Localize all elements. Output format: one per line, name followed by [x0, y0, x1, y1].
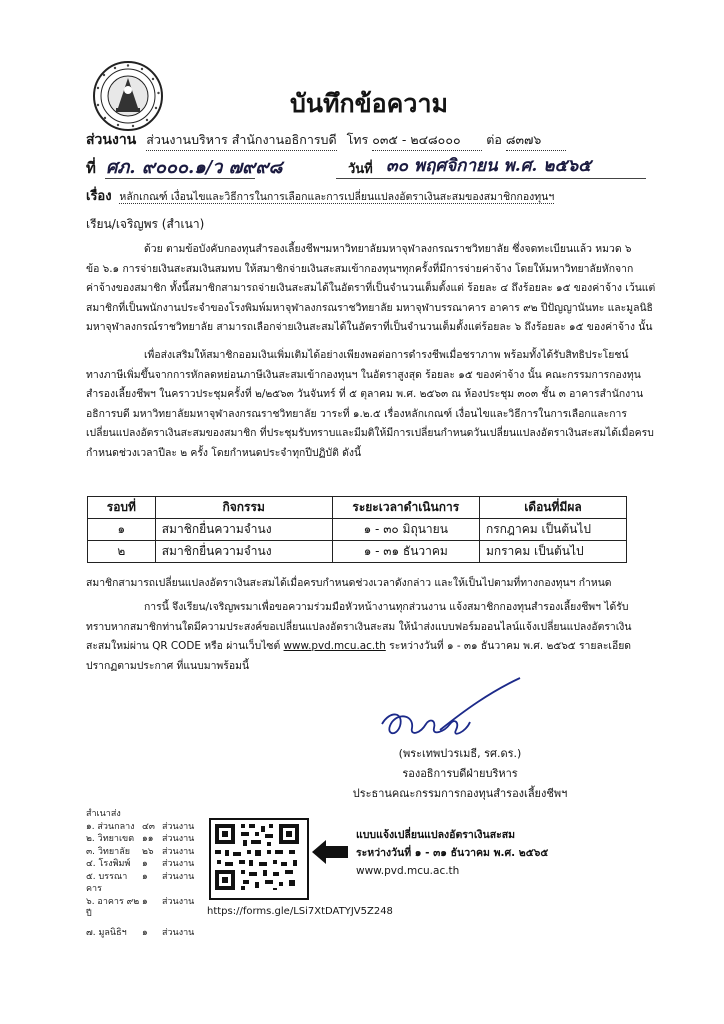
paragraph-text: ระหว่างวันที่ ๑ - ๓๑ ธันวาคม พ.ศ. ๒๕๖๕ รายละเอียด	[389, 640, 632, 653]
paragraph-line: ข้อ ๖.๑ การจ่ายเงินสะสมเงินสมทบ ให้สมาชิกจ่ายเงินสะสมเข้ากองทุนฯทุกครั้งที่มีการจ่ายค่าจ้าง โดยให้มหาวิทยาลัยหักจาก	[86, 262, 634, 275]
table-cell: ๑	[88, 519, 156, 541]
paragraph-line: ทางภาษีเพิ่มขึ้นจากการหักลดหย่อนภาษีเงินสะสมเข้ากองทุนฯ ในอัตราสูงสุด ร้อยละ ๑๕ ของค่าจ้าง นั้น คณะกรรมการกองทุน	[86, 368, 641, 381]
table-header: ระยะเวลาดำเนินการ	[332, 497, 479, 519]
table-row	[88, 541, 627, 563]
signatory-position: รองอธิการบดีฝ่ายบริหาร	[402, 767, 518, 780]
paragraph-line: การนี้ จึงเรียน/เจริญพรมาเพื่อขอความร่วมมือหัวหน้างานทุกส่วนงาน แจ้งสมาชิกกองทุนสำรองเลี้ยงชีพฯ ได้รับ	[144, 601, 629, 613]
arrow-left-icon	[310, 838, 350, 866]
paragraph-line: ค่าจ้างของสมาชิก ทั้งนี้สมาชิกสามารถจ่ายเงินสะสมได้ในอัตราที่เป็นจำนวนเต็มตั้งแต่ ร้อยละ ๔ ถึงร้อยละ ๑๕ ของค่าจ้าง เว้นแต่	[86, 282, 656, 295]
paragraph-line: สำรองเลี้ยงชีพฯ ในคราวประชุมครั้งที่ ๒/๒๕๖๓ วันจันทร์ ที่ ๕ ตุลาคม พ.ศ. ๒๕๖๓ ณ ห้องประชุม ๓๐๓ ชั้น ๓ อาคารสำนักงาน	[86, 388, 644, 401]
tel-value: ๐๓๕ - ๒๔๘๐๐๐	[372, 130, 482, 151]
paragraph-line: เพื่อส่งเสริมให้สมาชิกออมเงินเพิ่มเติมได้อย่างเพียงพอต่อการดำรงชีพเมื่อชราภาพ พร้อมทั้งได้รับสิทธิประโยชน์	[144, 349, 629, 361]
qr-info	[356, 826, 616, 880]
paragraph-line: ปรากฏตามประกาศ ที่แนบมาพร้อมนี้	[86, 659, 250, 672]
subject-label: เรื่อง	[86, 189, 112, 204]
paragraph-line: ด้วย ตามข้อบังคับกองทุนสำรองเลี้ยงชีพฯมหาวิทยาลัยมหาจุฬาลงกรณราชวิทยาลัย ซึ่งจดทะเบียนแล้ว หมวด ๖	[144, 243, 632, 255]
table-header: เดือนที่มีผล	[479, 497, 626, 519]
paragraph-line: เปลี่ยนแปลงอัตราเงินสะสมของสมาชิก ที่ประชุมรับทราบและมีมติให้มีการเปลี่ยนกำหนดวันเปลี่ยนแปลงอัตราเงินสะสมได้เมื่อครบ	[86, 427, 654, 440]
department-line	[86, 130, 646, 151]
table-cell: สมาชิกยื่นความจำนง	[155, 541, 332, 563]
date-label: วันที่	[348, 162, 373, 177]
table-cell: สมาชิกยื่นความจำนง	[155, 519, 332, 541]
doc-no-value: ศภ. ๙๐๐๐.๑/ว ๗๙๙๘	[106, 157, 283, 178]
qr-code-icon[interactable]	[209, 818, 309, 900]
list-item: ๔. โรงพิมพ์ ๑ ส่วนงาน	[86, 859, 195, 869]
date-value: ๓๐ พฤศจิกายน พ.ศ. ๒๕๖๕	[386, 156, 591, 176]
department-value: ส่วนงานบริหาร สำนักงานอธิการบดี	[146, 130, 336, 151]
qr-info-title: แบบแจ้งเปลี่ยนแปลงอัตราเงินสะสม	[356, 829, 516, 841]
signature-icon	[370, 672, 530, 752]
doc-number-line	[86, 152, 656, 178]
paragraph-text: สะสมใหม่ผ่าน QR CODE หรือ ผ่านเว็บไซต์	[86, 640, 281, 653]
list-item: ๑. ส่วนกลาง ๔๓ ส่วนงาน	[86, 821, 195, 832]
distribution-title: สำเนาส่ง	[86, 809, 121, 819]
table-cell: ๒	[88, 541, 156, 563]
subject-line	[86, 186, 646, 207]
subject-value: หลักเกณฑ์ เงื่อนไขและวิธีการในการเลือกและการเปลี่ยนแปลงอัตราเงินสะสมของสมาชิกกองทุนฯ	[119, 191, 555, 203]
paragraph-2	[86, 346, 654, 464]
list-item: ๒. วิทยาเขต ๑๑ ส่วนงาน	[86, 834, 195, 844]
department-label: ส่วนงาน	[86, 132, 137, 148]
paragraph-3	[86, 598, 646, 676]
tel-label: โทร	[346, 132, 369, 147]
table-header: กิจกรรม	[155, 497, 332, 519]
form-url-link[interactable]: https://forms.gle/LSi7XtDATYJV5Z248	[207, 906, 393, 917]
table-cell: กรกฎาคม เป็นต้นไป	[479, 519, 626, 541]
doc-no-label: ที่	[86, 159, 96, 177]
paragraph-line: กำหนดช่วงเวลาปีละ ๒ ครั้ง โดยกำหนดประจำทุกปีปฏิบัติ ดังนี้	[86, 446, 362, 459]
table-cell: มกราคม เป็นต้นไป	[479, 541, 626, 563]
schedule-table	[87, 496, 627, 563]
paragraph-line: สมาชิกที่เป็นพนักงานประจำของโรงพิมพ์มหาจุฬาลงกรณราชวิทยาลัย มหาจุฬาบรรณาคาร อาคาร ๙๒ ปีปัญญานันทะ และมูลนิธิ	[86, 301, 653, 314]
ext-value: ๘๓๗๖	[506, 130, 566, 151]
table-cell: ๑ - ๓๑ ธันวาคม	[332, 541, 479, 563]
paragraph-line: อธิการบดี มหาวิทยาลัยมหาจุฬาลงกรณราชวิทยาลัย วาระที่ ๑.๒.๕ เรื่องหลักเกณฑ์ เงื่อนไขและวิธีการในการเลือกและการ	[86, 407, 627, 420]
table-cell: ๑ - ๓๐ มิถุนายน	[332, 519, 479, 541]
signature-block	[300, 744, 620, 804]
website-link[interactable]: www.pvd.mcu.ac.th	[283, 640, 386, 653]
to-line: เรียน/เจริญพร (สำเนา)	[86, 217, 205, 231]
paragraph-line: มหาจุฬาลงกรณ์ราชวิทยาลัย สามารถเลือกจ่ายเงินสะสมได้ในอัตราที่เป็นจำนวนเต็มตั้งแต่ร้อยละ ๖ ถึงร้อยละ ๑๕ ของค่าจ้าง นั้น	[86, 321, 653, 334]
after-table-text: สมาชิกสามารถเปลี่ยนแปลงอัตราเงินสะสมได้เมื่อครบกำหนดช่วงเวลาดังกล่าว และให้เป็นไปตามที่ทางกองทุนฯ กำหนด	[86, 577, 612, 589]
paragraph-line: ทราบหากสมาชิกท่านใดมีความประสงค์ขอเปลี่ยนแปลงอัตราเงินสะสม ให้นำส่งแบบฟอร์มออนไลน์แจ้งเปลี่ยนแปลงอัตราเงิน	[86, 620, 632, 633]
table-header: รอบที่	[88, 497, 156, 519]
signatory-name: (พระเทพปวรเมธี, รศ.ดร.)	[398, 747, 522, 760]
ext-label: ต่อ	[486, 132, 502, 147]
table-row	[88, 519, 627, 541]
university-seal-icon	[92, 60, 164, 132]
list-item: ๗. มูลนิธิฯ ๑ ส่วนงาน	[86, 927, 195, 938]
list-item: ๕. บรรณาคาร ๑ ส่วนงาน	[86, 871, 195, 894]
signatory-position: ประธานคณะกรรมการกองทุนสำรองเลี้ยงชีพฯ	[352, 787, 568, 800]
distribution-list	[86, 808, 196, 939]
paragraph-line	[86, 637, 646, 657]
qr-info-date: ระหว่างวันที่ ๑ - ๓๑ ธันวาคม พ.ศ. ๒๕๖๕	[356, 847, 549, 859]
list-item: ๓. วิทยาลัย ๒๖ ส่วนงาน	[86, 846, 195, 857]
table-header-row	[88, 497, 627, 519]
paragraph-1	[86, 240, 656, 338]
qr-info-website[interactable]: www.pvd.mcu.ac.th	[356, 865, 460, 877]
list-item: ๖. อาคาร ๙๒ ปี ๑ ส่วนงาน	[86, 896, 195, 919]
page-title: บันทึกข้อความ	[290, 89, 448, 118]
